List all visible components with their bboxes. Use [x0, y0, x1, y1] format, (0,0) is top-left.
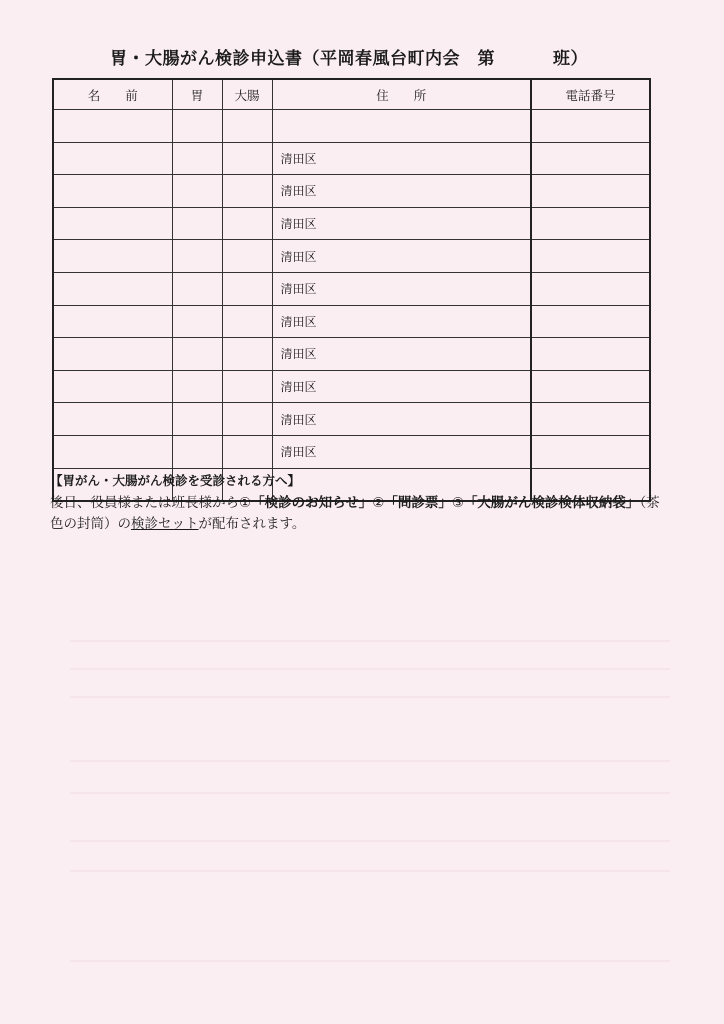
name-cell[interactable]: [53, 305, 172, 338]
bleed-through-line: [70, 640, 670, 642]
table-row: [53, 110, 650, 143]
stomach-cell[interactable]: [172, 175, 222, 208]
name-cell[interactable]: [53, 370, 172, 403]
name-cell[interactable]: [53, 240, 172, 273]
table-row: [53, 403, 650, 436]
colon-cell[interactable]: [222, 272, 272, 305]
table-row: [53, 207, 650, 240]
address-cell[interactable]: 清田区: [272, 305, 531, 338]
notice-body: [50, 493, 670, 535]
table-row: [53, 370, 650, 403]
phone-cell[interactable]: [531, 175, 650, 208]
stomach-cell[interactable]: [172, 240, 222, 273]
address-cell[interactable]: 清田区: [272, 272, 531, 305]
table-header-row: [53, 79, 650, 110]
stomach-cell[interactable]: [172, 142, 222, 175]
stomach-cell[interactable]: [172, 403, 222, 436]
colon-cell[interactable]: [222, 305, 272, 338]
notice-paren: （茶色の封筒）の: [50, 495, 660, 532]
name-cell[interactable]: [53, 175, 172, 208]
bleed-through-line: [70, 870, 670, 872]
screening-notice: [50, 470, 670, 535]
address-cell[interactable]: 清田区: [272, 435, 531, 468]
colon-cell[interactable]: [222, 370, 272, 403]
address-cell[interactable]: 清田区: [272, 338, 531, 371]
header-address: 住 所: [272, 79, 531, 110]
phone-cell[interactable]: [531, 272, 650, 305]
table-row: [53, 305, 650, 338]
colon-cell[interactable]: [222, 338, 272, 371]
phone-cell[interactable]: [531, 338, 650, 371]
name-cell[interactable]: [53, 338, 172, 371]
address-cell[interactable]: 清田区: [272, 207, 531, 240]
address-cell[interactable]: 清田区: [272, 240, 531, 273]
phone-cell[interactable]: [531, 240, 650, 273]
phone-cell[interactable]: [531, 142, 650, 175]
colon-cell[interactable]: [222, 435, 272, 468]
name-cell[interactable]: [53, 435, 172, 468]
notice-item-3-prefix: ③: [451, 495, 464, 511]
notice-item-2: 「問診票」: [384, 495, 452, 511]
stomach-cell[interactable]: [172, 110, 222, 143]
phone-cell[interactable]: [531, 305, 650, 338]
table-row: [53, 240, 650, 273]
table-row: [53, 435, 650, 468]
stomach-cell[interactable]: [172, 370, 222, 403]
application-table: [52, 78, 651, 502]
phone-cell[interactable]: [531, 110, 650, 143]
table-row: [53, 272, 650, 305]
notice-line-start: 後日、役員様または班長様から①: [50, 495, 252, 511]
phone-cell[interactable]: [531, 370, 650, 403]
notice-set-word-2: セット: [158, 516, 199, 532]
form-title: [110, 44, 630, 69]
table-row: [53, 175, 650, 208]
colon-cell[interactable]: [222, 207, 272, 240]
phone-cell[interactable]: [531, 435, 650, 468]
notice-line-end: が配布されます。: [198, 516, 306, 532]
notice-heading: 【胃がん・大腸がん検診を受診される方へ】: [50, 473, 301, 488]
header-stomach: 胃: [172, 79, 222, 110]
phone-cell[interactable]: [531, 403, 650, 436]
address-cell[interactable]: 清田区: [272, 370, 531, 403]
bleed-through-line: [70, 696, 670, 698]
header-name: 名 前: [53, 79, 172, 110]
stomach-cell[interactable]: [172, 435, 222, 468]
name-cell[interactable]: [53, 272, 172, 305]
stomach-cell[interactable]: [172, 305, 222, 338]
name-cell[interactable]: [53, 110, 172, 143]
table-row: [53, 338, 650, 371]
bleed-through-line: [70, 960, 670, 962]
colon-cell[interactable]: [222, 403, 272, 436]
header-colon: 大腸: [222, 79, 272, 110]
form-title-han: 班）: [553, 49, 588, 69]
stomach-cell[interactable]: [172, 207, 222, 240]
bleed-through-line: [70, 840, 670, 842]
header-phone: 電話番号: [531, 79, 650, 110]
name-cell[interactable]: [53, 403, 172, 436]
name-cell[interactable]: [53, 142, 172, 175]
table-row: [53, 142, 650, 175]
notice-item-1: 「検診のお知らせ」: [251, 495, 373, 511]
stomach-cell[interactable]: [172, 338, 222, 371]
address-cell[interactable]: 清田区: [272, 403, 531, 436]
address-cell[interactable]: 清田区: [272, 175, 531, 208]
colon-cell[interactable]: [222, 142, 272, 175]
colon-cell[interactable]: [222, 175, 272, 208]
colon-cell[interactable]: [222, 240, 272, 273]
name-cell[interactable]: [53, 207, 172, 240]
bleed-through-line: [70, 792, 670, 794]
address-cell[interactable]: 清田区: [272, 142, 531, 175]
phone-cell[interactable]: [531, 207, 650, 240]
bleed-through-line: [70, 668, 670, 670]
notice-item-3: 「大腸がん検診検体収納袋」: [463, 495, 640, 511]
form-title-main: 胃・大腸がん検診申込書（平岡春風台町内会 第: [110, 49, 495, 69]
notice-item-2-prefix: ②: [372, 495, 385, 511]
address-cell[interactable]: [272, 110, 531, 143]
bleed-through-line: [70, 760, 670, 762]
stomach-cell[interactable]: [172, 272, 222, 305]
colon-cell[interactable]: [222, 110, 272, 143]
notice-set-word: 検診: [131, 516, 158, 532]
